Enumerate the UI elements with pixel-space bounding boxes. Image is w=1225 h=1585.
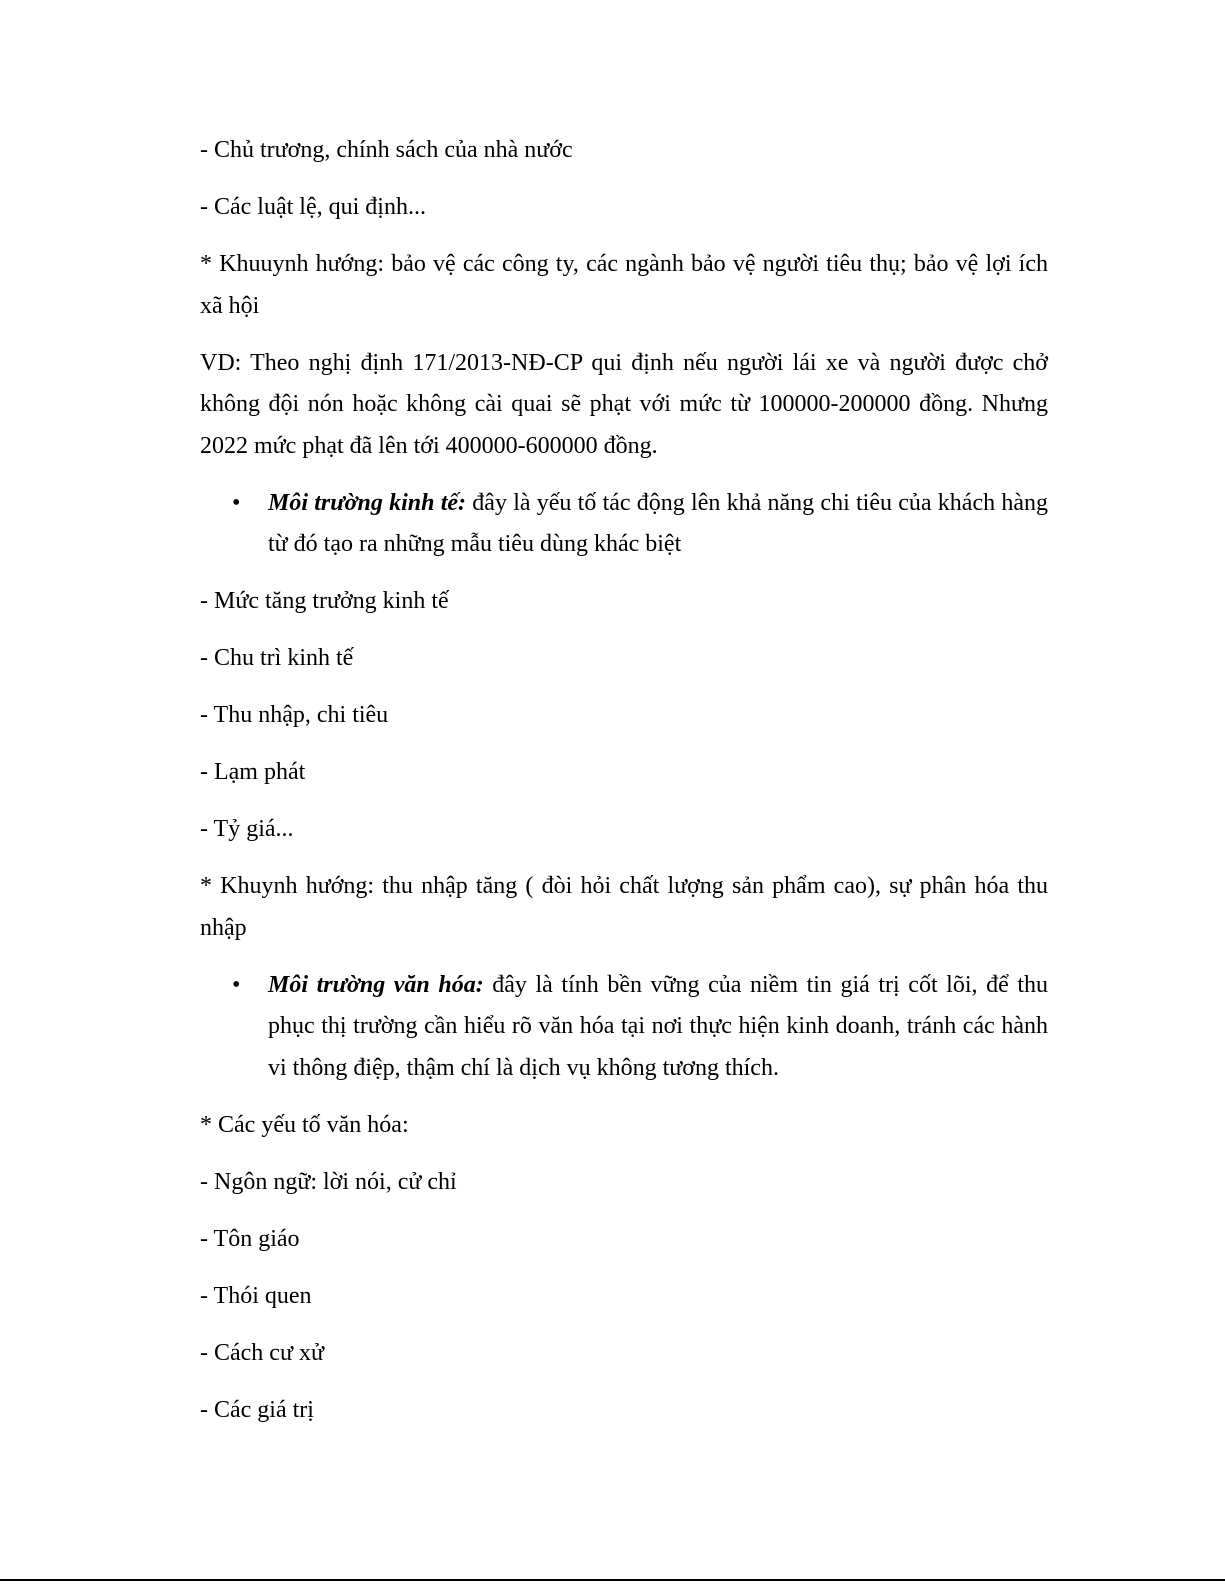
paragraph-cultural-factors: * Các yếu tố văn hóa: xyxy=(200,1111,409,1138)
bullet-text: đây là tính bền vững của niềm tin giá trị cốt lõi, để thu phục thị trường cần hiểu rõ văn hóa tại nơi thực hiện kinh doanh, tránh các hành vi thông điệp, thậm chí là dịch vụ không tương thích. xyxy=(268,971,1048,1081)
bullet-economic-environment xyxy=(200,483,1048,566)
paragraph-values: - Các giá trị xyxy=(200,1396,314,1423)
paragraph-growth: - Mức tăng trưởng kinh tế xyxy=(200,588,449,614)
paragraph-language: - Ngôn ngữ: lời nói, cử chỉ xyxy=(200,1168,457,1195)
paragraph-behavior: - Cách cư xử xyxy=(200,1339,324,1366)
bullet-cultural-environment xyxy=(200,965,1048,1090)
page-bottom-border xyxy=(0,1579,1225,1581)
paragraph-laws: - Các luật lệ, qui định... xyxy=(200,194,426,220)
paragraph-example: VD: Theo nghị định 171/2013-NĐ-CP qui định nếu người lái xe và người được chở không đội nón hoặc không cài quai sẽ phạt với mức từ 100000-200000 đồng. Nhưng 2022 mức phạt đã lên tới 400000-600000 đồng. xyxy=(200,349,1048,459)
paragraph-tendency-economic: * Khuynh hướng: thu nhập tăng ( đòi hỏi chất lượng sản phẩm cao), sự phân hóa thu nhập xyxy=(200,873,1048,941)
bullet-title: Môi trường kinh tế: xyxy=(268,489,467,516)
paragraph-income: - Thu nhập, chi tiêu xyxy=(200,702,389,728)
bullet-text: đây là yếu tố tác động lên khả năng chi tiêu của khách hàng từ đó tạo ra những mẫu tiêu dùng khác biệt xyxy=(268,489,1048,557)
paragraph-religion: - Tôn giáo xyxy=(200,1225,300,1252)
document-page xyxy=(200,130,1048,1447)
paragraph-habits: - Thói quen xyxy=(200,1282,312,1309)
paragraph-exchange-rate: - Tỷ giá... xyxy=(200,816,294,842)
bullet-title: Môi trường văn hóa: xyxy=(268,971,484,998)
paragraph-policy: - Chủ trương, chính sách của nhà nước xyxy=(200,137,573,163)
bullet-dot-icon: • xyxy=(232,971,241,998)
bullet-dot-icon: • xyxy=(232,489,241,516)
paragraph-inflation: - Lạm phát xyxy=(200,759,306,785)
paragraph-cycle: - Chu trì kinh tế xyxy=(200,645,354,671)
paragraph-tendency-legal: * Khuuynh hướng: bảo vệ các công ty, các ngành bảo vệ người tiêu thụ; bảo vệ lợi ích xã hội xyxy=(200,251,1048,319)
